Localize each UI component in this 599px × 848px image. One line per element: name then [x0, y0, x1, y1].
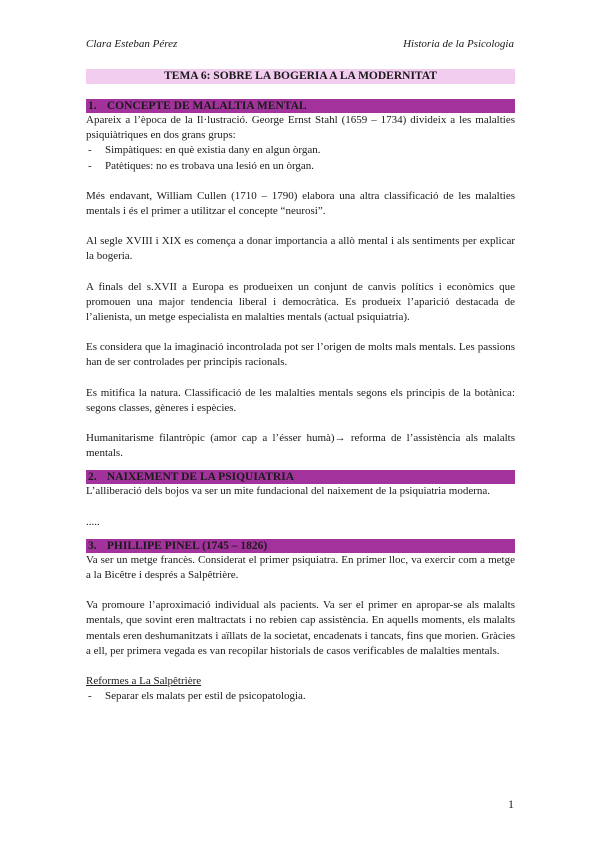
- section-heading-1: [86, 99, 515, 113]
- paragraph: Es considera que la imaginació incontrolada pot ser l’origen de molts mals mentals. Les passions han de ser controlades per principis racionals.: [86, 341, 515, 369]
- list-item: [86, 159, 515, 174]
- section-title: PHILLIPE PINEL (1745 – 1826): [106, 539, 268, 552]
- section-heading-3: [86, 539, 515, 553]
- document-body: [86, 69, 515, 704]
- section-number: 1.: [88, 100, 97, 112]
- paragraph: L’alliberació dels bojos va ser un mite fundacional del naixement de la psiquiatria moderna.: [86, 485, 491, 498]
- paragraph: Va ser un metge francès. Considerat el primer psiquiatra. En primer lloc, va exercir com a metge a la Bicêtre i després a Salpêtrière.: [86, 553, 515, 582]
- bullet-dash: -: [88, 690, 92, 703]
- paragraph: .....: [86, 515, 100, 528]
- paragraph: Humanitarisme filantròpic (amor cap a l’ésser humà)→ reforma de l’assistència als malalts mentals.: [86, 432, 515, 460]
- paragraph: Al segle XVIII i XIX es comença a donar importancia a allò mental i als sentiments per explicar la bogeria.: [86, 235, 515, 263]
- page-header: [86, 38, 514, 52]
- header-course: Historia de la Psicologia: [403, 38, 514, 50]
- list-item-text: Patètiques: no es trobava una lesió en un òrgan.: [105, 159, 315, 172]
- section-heading-2: [86, 470, 515, 484]
- section-number: 2.: [88, 471, 97, 484]
- section-title: NAIXEMENT DE LA PSIQUIATRIA: [106, 471, 294, 484]
- bullet-dash: -: [88, 159, 92, 172]
- header-author: Clara Esteban Pérez: [86, 38, 178, 50]
- list-item-text: Simpàtiques: en què existia dany en algun òrgan.: [105, 144, 321, 157]
- paragraph: Va promoure l’aproximació individual als pacients. Va ser el primer en apropar-se als malalts mentals, que sovint eren maltractats i no rebien cap assistència. En aquells moments, els malalts mentals eren deshumanitzats i aïllats de la societat, encadenats i tancats, fins que morien. Gràcies a ell, per primera vegada es van recopilar historials de casos verificables de malalties mentals.: [86, 599, 515, 657]
- paragraph: A finals del s.XVII a Europa es produeixen un conjunt de canvis polítics i econòmics que promouen una major tendencia liberal i democràtica. Es produeix l’aparició destacada de l’alienista, un metge especialista en malalties mentals (actual psiquiatria).: [86, 280, 515, 324]
- list-item: [86, 143, 515, 158]
- list-item: [86, 689, 515, 704]
- paragraph: Apareix a l’època de la Il·lustració. George Ernst Stahl (1659 – 1734) divideix a les malalties psiquiàtriques en dos grans grups:: [86, 114, 515, 142]
- bullet-dash: -: [88, 144, 92, 157]
- list-item-text: Separar els malats per estil de psicopatologia.: [105, 690, 306, 703]
- section-title: CONCEPTE DE MALALTIA MENTAL: [106, 100, 307, 112]
- paragraph: Es mitifica la natura. Classificació de les malalties mentals segons els principis de la botànica: segons classes, gèneres i espècies.: [86, 386, 515, 414]
- subheading: Reformes a La Salpêtrière: [86, 675, 202, 688]
- page-number: 1: [508, 797, 514, 811]
- paragraph: Més endavant, William Cullen (1710 – 1790) elabora una altra classificació de les malalties mentals i és el primer a utilitzar el concepte “neurosi”.: [86, 189, 515, 218]
- document-title: TEMA 6: SOBRE LA BOGERIA A LA MODERNITAT: [86, 69, 515, 84]
- section-number: 3.: [88, 539, 97, 552]
